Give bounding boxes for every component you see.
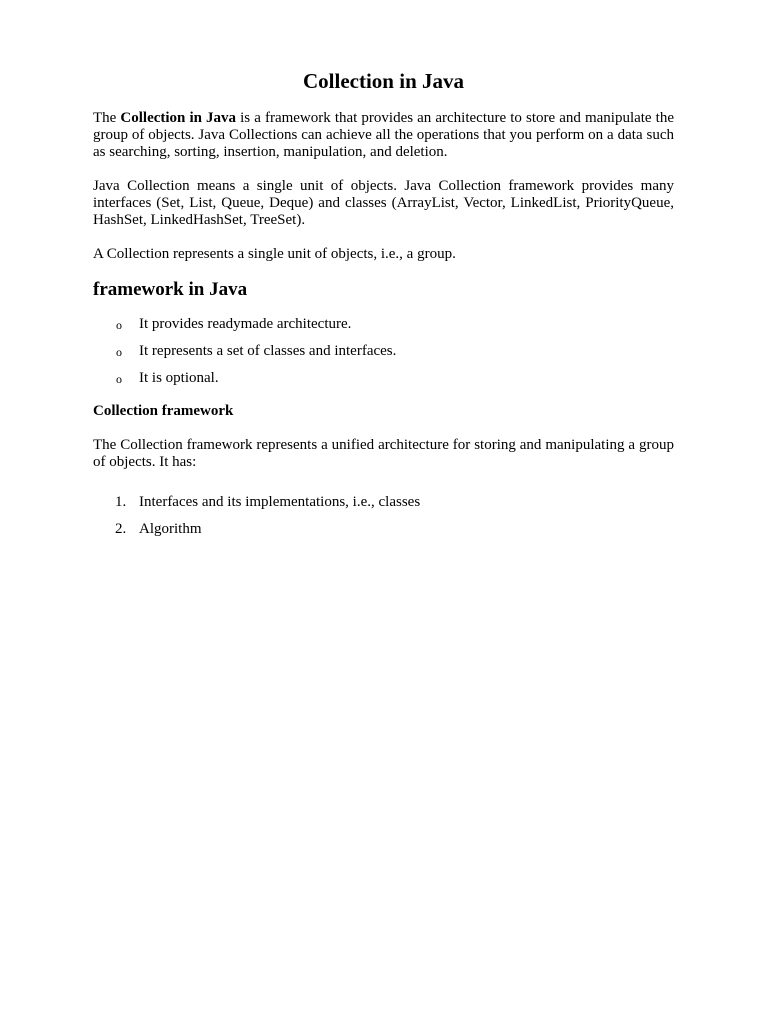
collection-definition-paragraph: Java Collection means a single unit of objects. Java Collection framework provides many interfaces (Set, List, Queue, Deque) and classes (ArrayList, Vector, LinkedList, PriorityQueue, HashSet, LinkedHashSet, TreeSet). [93,178,674,228]
bullet-marker: o [116,345,122,359]
framework-paragraph: The Collection framework represents a unified architecture for storing and manipulating a group of objects. It has: [93,437,674,470]
bullet-list [93,316,674,387]
bullet-item [93,343,674,360]
bullet-marker: o [116,318,122,332]
document-title: Collection in Java [303,69,464,93]
bullet-text: It provides readymade architecture. [139,316,352,332]
bullet-item [93,316,674,333]
intro-rest: is a framework that provides an architecture to store and manipulate the group of objects. Java Collections can achieve all the operations that you perform on a data such as searching, sorting, insertion, manipulation, and deletion. [93,110,674,160]
intro-paragraph [93,110,674,161]
bullet-item [93,370,674,387]
document-page [93,66,674,548]
intro-bold-term: Collection in Java [120,110,237,126]
number-marker: 1. [115,494,127,510]
numbered-text: Algorithm [139,521,202,537]
numbered-item [93,494,674,511]
number-marker: 2. [115,521,127,537]
bullet-marker: o [116,372,122,386]
numbered-text: Interfaces and its implementations, i.e., classes [139,494,421,510]
numbered-item [93,521,674,538]
collection-group-paragraph: A Collection represents a single unit of objects, i.e., a group. [93,246,456,262]
subheading: Collection framework [93,403,234,419]
section-heading: framework in Java [93,279,248,300]
numbered-list [93,494,674,538]
intro-lead: The [93,110,121,126]
bullet-text: It is optional. [139,370,219,386]
bullet-text: It represents a set of classes and interfaces. [139,343,397,359]
